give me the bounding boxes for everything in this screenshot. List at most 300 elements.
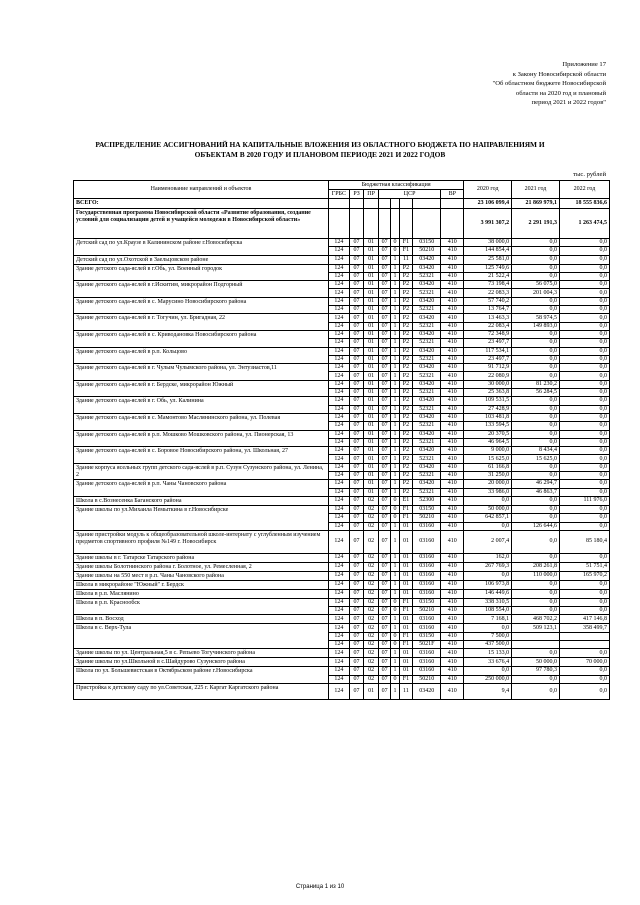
vr-cell: 410 <box>441 330 464 338</box>
amount-2020-cell: 9 000,0 <box>464 447 512 455</box>
rz-cell: 07 <box>349 562 364 571</box>
amount-2022-cell: 0,0 <box>559 297 609 305</box>
amount-2022-cell <box>559 640 609 648</box>
vr-cell: 410 <box>441 562 464 571</box>
csr-4-cell: 03160 <box>413 571 441 580</box>
pr-cell: 01 <box>364 422 379 430</box>
amount-2020-cell: 0,0 <box>464 496 512 505</box>
object-name: Здание школы по ул. Центральная,5 в с. Репьево Тогучинского района <box>74 649 329 658</box>
csr-1-cell: 07 <box>378 389 390 397</box>
csr-2-cell: 0 <box>391 247 399 255</box>
amount-2021-cell: 0,0 <box>512 683 560 699</box>
table-row <box>74 562 610 571</box>
pr-cell: 01 <box>364 272 379 280</box>
amount-2020-cell: 0,0 <box>464 522 512 530</box>
pr-cell: 02 <box>364 530 379 553</box>
amount-2021-cell: 0,0 <box>512 413 560 421</box>
csr-2-cell: 1 <box>391 347 399 355</box>
csr-4-cell: 52300 <box>413 496 441 505</box>
vr-cell: 410 <box>441 624 464 632</box>
csr-1-cell: 07 <box>378 347 390 355</box>
csr-2-cell: 1 <box>391 658 399 667</box>
csr-2-cell: 1 <box>391 624 399 632</box>
amount-2021-cell: 0,0 <box>512 422 560 430</box>
csr-4-cell: 03150 <box>413 632 441 640</box>
csr-2-cell: 1 <box>391 355 399 363</box>
csr-2-cell: 1 <box>391 649 399 658</box>
table-row <box>74 463 610 471</box>
csr-3-cell: F1 <box>399 632 413 640</box>
csr-1-cell: 07 <box>378 264 390 272</box>
csr-2-cell: 1 <box>391 530 399 553</box>
csr-1-cell: 07 <box>378 488 390 496</box>
grbs-cell: 124 <box>328 322 349 330</box>
units-label: тыс. рублей <box>573 171 606 178</box>
table-row <box>74 239 610 247</box>
object-name: Здание детского сада-яслей в г. Бердске, микрорайон Южный <box>74 380 329 397</box>
csr-2-cell: 0 <box>391 607 399 615</box>
pr-cell: 01 <box>364 347 379 355</box>
csr-1-cell: 07 <box>378 496 390 505</box>
object-name: Школа в с.Вознесенка Баганского района <box>74 496 329 505</box>
object-name: Здание детского сада-яслей в р.п. Мошково Мошковского района, ул. Пионерская, 13 <box>74 430 329 447</box>
vr-cell: 410 <box>441 649 464 658</box>
table-row <box>74 530 610 553</box>
csr-2-cell: 1 <box>391 447 399 455</box>
grbs-cell: 124 <box>328 306 349 314</box>
amount-2022-cell: 51 751,4 <box>559 562 609 571</box>
vr-cell: 410 <box>441 488 464 496</box>
amount-2020-cell: 103 481,8 <box>464 413 512 421</box>
grbs-cell: 124 <box>328 247 349 255</box>
amount-2020-cell: 22 083,4 <box>464 322 512 330</box>
csr-3-cell: P2 <box>399 438 413 446</box>
grbs-cell: 124 <box>328 380 349 388</box>
amount-2022-cell: 0,0 <box>559 339 609 347</box>
grbs-cell: 124 <box>328 438 349 446</box>
csr-2-cell: 1 <box>391 306 399 314</box>
amount-2022-cell: 358 499,7 <box>559 624 609 632</box>
amount-2022-cell: 0,0 <box>559 683 609 699</box>
vr-cell: 410 <box>441 667 464 675</box>
vr-cell: 410 <box>441 306 464 314</box>
grbs-cell: 124 <box>328 272 349 280</box>
csr-3-cell: P2 <box>399 264 413 272</box>
grbs-cell: 124 <box>328 649 349 658</box>
csr-3-cell: E1 <box>399 496 413 505</box>
grbs-cell: 124 <box>328 562 349 571</box>
amount-2021-cell: 0,0 <box>512 339 560 347</box>
csr-1-cell: 07 <box>378 649 390 658</box>
pr-cell: 01 <box>364 355 379 363</box>
grbs-cell: 124 <box>328 598 349 606</box>
amount-2022-cell: 417 146,8 <box>559 615 609 624</box>
vr-cell: 410 <box>441 289 464 297</box>
grbs-cell: 124 <box>328 607 349 615</box>
csr-4-cell: 03420 <box>413 413 441 421</box>
csr-3-cell: P2 <box>399 322 413 330</box>
grbs-cell: 124 <box>328 488 349 496</box>
program-2021: 2 291 191,3 <box>512 209 560 239</box>
vr-cell: 410 <box>441 598 464 606</box>
vr-cell: 410 <box>441 430 464 438</box>
csr-1-cell: 07 <box>378 530 390 553</box>
rz-cell: 07 <box>349 272 364 280</box>
pr-cell: 01 <box>364 247 379 255</box>
pr-cell: 02 <box>364 658 379 667</box>
csr-1-cell: 07 <box>378 505 390 513</box>
pr-cell: 02 <box>364 496 379 505</box>
rz-cell: 07 <box>349 667 364 675</box>
amount-2022-cell: 0,0 <box>559 380 609 388</box>
csr-2-cell: 1 <box>391 264 399 272</box>
rz-cell: 07 <box>349 430 364 438</box>
csr-4-cell: 03160 <box>413 649 441 658</box>
csr-3-cell: 01 <box>399 615 413 624</box>
amount-2021-cell: 0,0 <box>512 463 560 471</box>
vr-cell: 410 <box>441 640 464 648</box>
csr-3-cell: P2 <box>399 472 413 480</box>
total-2020: 23 106 099,4 <box>464 199 512 209</box>
amount-2021-cell: 0,0 <box>512 530 560 553</box>
table-row <box>74 380 610 388</box>
amount-2020-cell: 23 497,7 <box>464 339 512 347</box>
amount-2022-cell: 0,0 <box>559 281 609 289</box>
csr-2-cell: 1 <box>391 339 399 347</box>
csr-1-cell: 07 <box>378 422 390 430</box>
csr-4-cell: 03160 <box>413 589 441 598</box>
table-row <box>74 347 610 355</box>
grbs-cell: 124 <box>328 347 349 355</box>
csr-4-cell: 03420 <box>413 480 441 488</box>
grbs-cell: 124 <box>328 289 349 297</box>
pr-cell: 01 <box>364 364 379 372</box>
rz-cell: 07 <box>349 640 364 648</box>
rz-cell: 07 <box>349 289 364 297</box>
csr-1-cell: 07 <box>378 598 390 606</box>
pr-cell: 01 <box>364 463 379 471</box>
vr-cell: 410 <box>441 505 464 513</box>
amount-2020-cell: 91 712,9 <box>464 364 512 372</box>
amount-2020-cell: 642 857,1 <box>464 514 512 522</box>
amount-2022-cell: 0,0 <box>559 447 609 455</box>
object-name: Здание детского сада-яслей в р.п. Чаны Чановского района <box>74 480 329 497</box>
csr-1-cell: 07 <box>378 632 390 640</box>
csr-1-cell: 07 <box>378 255 390 264</box>
allocation-table <box>73 180 610 700</box>
grbs-cell: 124 <box>328 632 349 640</box>
amount-2021-cell: 0,0 <box>512 589 560 598</box>
rz-cell: 07 <box>349 632 364 640</box>
rz-cell: 07 <box>349 364 364 372</box>
object-name: Здание пристройки модуль к общеобразовательной школе-интернату с углубленным изучением предметов спортивного профиля №149 г. Новосибирск <box>74 530 329 553</box>
amount-2022-cell: 0,0 <box>559 430 609 438</box>
rz-cell: 07 <box>349 658 364 667</box>
header-name: Наименование направлений и объектов <box>74 181 329 199</box>
amount-2022-cell: 0,0 <box>559 455 609 463</box>
csr-3-cell: P2 <box>399 463 413 471</box>
rz-cell: 07 <box>349 607 364 615</box>
vr-cell: 410 <box>441 463 464 471</box>
amount-2022-cell: 0,0 <box>559 463 609 471</box>
csr-3-cell: 01 <box>399 624 413 632</box>
vr-cell: 410 <box>441 553 464 562</box>
amount-2020-cell: 7 168,1 <box>464 615 512 624</box>
rz-cell: 07 <box>349 571 364 580</box>
table-row <box>74 447 610 455</box>
csr-3-cell: F1 <box>399 239 413 247</box>
grbs-cell: 124 <box>328 640 349 648</box>
amount-2020-cell: 7 500,0 <box>464 632 512 640</box>
pr-cell: 02 <box>364 667 379 675</box>
csr-1-cell: 07 <box>378 683 390 699</box>
header-vr: ВР <box>441 190 464 199</box>
csr-2-cell: 1 <box>391 589 399 598</box>
rz-cell: 07 <box>349 683 364 699</box>
rz-cell: 07 <box>349 598 364 606</box>
table-row <box>74 413 610 421</box>
grbs-cell: 124 <box>328 422 349 430</box>
table-row <box>74 658 610 667</box>
table-row <box>74 553 610 562</box>
object-name: Школа в микрорайоне "Южный" г. Бердск <box>74 580 329 589</box>
csr-3-cell: P2 <box>399 339 413 347</box>
grbs-cell: 124 <box>328 364 349 372</box>
pr-cell: 01 <box>364 306 379 314</box>
amount-2022-cell: 0,0 <box>559 438 609 446</box>
csr-3-cell: P2 <box>399 272 413 280</box>
rz-cell: 07 <box>349 455 364 463</box>
amount-2021-cell: 56 075,0 <box>512 281 560 289</box>
rz-cell: 07 <box>349 447 364 455</box>
amount-2020-cell: 13 463,3 <box>464 314 512 322</box>
csr-1-cell: 07 <box>378 571 390 580</box>
vr-cell: 410 <box>441 632 464 640</box>
amount-2021-cell: 46 294,7 <box>512 480 560 488</box>
rz-cell: 07 <box>349 255 364 264</box>
amount-2021-cell: 0,0 <box>512 472 560 480</box>
vr-cell: 410 <box>441 438 464 446</box>
csr-3-cell: 11 <box>399 255 413 264</box>
table-row <box>74 264 610 272</box>
csr-1-cell: 07 <box>378 430 390 438</box>
appendix-line: период 2021 и 2022 годов" <box>531 99 606 107</box>
amount-2021-cell: 468 702,2 <box>512 615 560 624</box>
amount-2022-cell: 111 976,0 <box>559 496 609 505</box>
object-name: Детский сад по ул.Краузе в Калининском районе г.Новосибирска <box>74 239 329 256</box>
csr-3-cell: F1 <box>399 514 413 522</box>
amount-2022-cell: 0,0 <box>559 255 609 264</box>
grbs-cell: 124 <box>328 314 349 322</box>
csr-2-cell: 0 <box>391 239 399 247</box>
vr-cell: 410 <box>441 297 464 305</box>
csr-4-cell: 03150 <box>413 239 441 247</box>
table-row <box>74 364 610 372</box>
amount-2021-cell: 0,0 <box>512 306 560 314</box>
amount-2022-cell: 0,0 <box>559 364 609 372</box>
csr-2-cell: 0 <box>391 640 399 648</box>
amount-2021-cell: 0,0 <box>512 239 560 247</box>
vr-cell: 410 <box>441 255 464 264</box>
amount-2020-cell: 73 198,4 <box>464 281 512 289</box>
csr-4-cell: 50210 <box>413 607 441 615</box>
pr-cell: 01 <box>364 330 379 338</box>
pr-cell: 02 <box>364 598 379 606</box>
amount-2020-cell: 27 428,9 <box>464 405 512 413</box>
amount-2021-cell: 0,0 <box>512 297 560 305</box>
csr-1-cell: 07 <box>378 330 390 338</box>
grbs-cell: 124 <box>328 496 349 505</box>
amount-2020-cell: 22 083,3 <box>464 289 512 297</box>
csr-3-cell: P2 <box>399 314 413 322</box>
header-csr: ЦСР <box>378 190 440 199</box>
amount-2021-cell: 0,0 <box>512 405 560 413</box>
vr-cell: 410 <box>441 607 464 615</box>
amount-2020-cell: 0,0 <box>464 571 512 580</box>
pr-cell: 02 <box>364 675 379 683</box>
amount-2020-cell: 108 554,0 <box>464 607 512 615</box>
csr-4-cell: 03160 <box>413 580 441 589</box>
rz-cell: 07 <box>349 413 364 421</box>
table-row <box>74 624 610 632</box>
csr-4-cell: 03150 <box>413 505 441 513</box>
csr-2-cell: 1 <box>391 580 399 589</box>
csr-1-cell: 07 <box>378 380 390 388</box>
grbs-cell: 124 <box>328 463 349 471</box>
csr-2-cell: 1 <box>391 422 399 430</box>
object-name: Здание школы по ул.Школьной в с.Шайдурово Сузунского района <box>74 658 329 667</box>
amount-2021-cell: 0,0 <box>512 514 560 522</box>
grbs-cell: 124 <box>328 405 349 413</box>
vr-cell: 410 <box>441 472 464 480</box>
grbs-cell: 124 <box>328 480 349 488</box>
grbs-cell: 124 <box>328 683 349 699</box>
csr-1-cell: 07 <box>378 447 390 455</box>
table-row <box>74 496 610 505</box>
csr-4-cell: 03160 <box>413 624 441 632</box>
pr-cell: 01 <box>364 380 379 388</box>
vr-cell: 410 <box>441 339 464 347</box>
amount-2022-cell: 0,0 <box>559 649 609 658</box>
amount-2020-cell: 25 581,0 <box>464 255 512 264</box>
table-row <box>74 505 610 513</box>
rz-cell: 07 <box>349 589 364 598</box>
pr-cell: 01 <box>364 297 379 305</box>
amount-2020-cell: 31 250,0 <box>464 472 512 480</box>
amount-2021-cell: 0,0 <box>512 364 560 372</box>
rz-cell: 07 <box>349 488 364 496</box>
amount-2020-cell: 23 497,7 <box>464 355 512 363</box>
vr-cell: 410 <box>441 615 464 624</box>
amount-2022-cell: 0,0 <box>559 413 609 421</box>
amount-2021-cell: 81 230,2 <box>512 380 560 388</box>
grbs-cell: 124 <box>328 355 349 363</box>
table-row <box>74 430 610 438</box>
rz-cell: 07 <box>349 463 364 471</box>
pr-cell: 02 <box>364 553 379 562</box>
pr-cell: 02 <box>364 632 379 640</box>
amount-2022-cell: 0,0 <box>559 505 609 513</box>
vr-cell: 410 <box>441 675 464 683</box>
amount-2020-cell: 109 531,5 <box>464 397 512 405</box>
pr-cell: 01 <box>364 455 379 463</box>
csr-4-cell: 03150 <box>413 598 441 606</box>
csr-4-cell: 52321 <box>413 472 441 480</box>
csr-2-cell: 1 <box>391 372 399 380</box>
amount-2020-cell: 133 594,5 <box>464 422 512 430</box>
amount-2020-cell: 162,0 <box>464 553 512 562</box>
csr-4-cell: 03420 <box>413 683 441 699</box>
csr-4-cell: 52321 <box>413 488 441 496</box>
amount-2022-cell: 0,0 <box>559 347 609 355</box>
amount-2022-cell: 0,0 <box>559 589 609 598</box>
vr-cell: 410 <box>441 281 464 289</box>
amount-2020-cell: 21 522,4 <box>464 272 512 280</box>
csr-1-cell: 07 <box>378 405 390 413</box>
grbs-cell: 124 <box>328 624 349 632</box>
amount-2020-cell: 25 363,8 <box>464 389 512 397</box>
csr-4-cell: 03420 <box>413 264 441 272</box>
grbs-cell: 124 <box>328 339 349 347</box>
pr-cell: 01 <box>364 683 379 699</box>
csr-4-cell: 50210 <box>413 514 441 522</box>
csr-4-cell: 03420 <box>413 397 441 405</box>
csr-4-cell: 03420 <box>413 281 441 289</box>
csr-4-cell: 52321 <box>413 422 441 430</box>
vr-cell: 410 <box>441 455 464 463</box>
csr-3-cell: F1 <box>399 598 413 606</box>
amount-2020-cell: 30 000,0 <box>464 380 512 388</box>
amount-2022-cell: 0,0 <box>559 488 609 496</box>
amount-2022-cell: 0,0 <box>559 272 609 280</box>
amount-2021-cell: 0,0 <box>512 649 560 658</box>
csr-2-cell: 1 <box>391 281 399 289</box>
amount-2020-cell: 72 348,9 <box>464 330 512 338</box>
csr-2-cell: 1 <box>391 364 399 372</box>
amount-2021-cell: 0,0 <box>512 496 560 505</box>
csr-4-cell: 52321 <box>413 355 441 363</box>
csr-2-cell: 1 <box>391 562 399 571</box>
csr-1-cell: 07 <box>378 289 390 297</box>
csr-4-cell: 52321 <box>413 389 441 397</box>
rz-cell: 07 <box>349 339 364 347</box>
amount-2020-cell: 144 854,4 <box>464 247 512 255</box>
amount-2021-cell <box>512 640 560 648</box>
csr-3-cell: 01 <box>399 589 413 598</box>
csr-3-cell: P2 <box>399 330 413 338</box>
amount-2020-cell: 250 000,0 <box>464 675 512 683</box>
vr-cell: 410 <box>441 530 464 553</box>
rz-cell: 07 <box>349 480 364 488</box>
csr-1-cell: 07 <box>378 480 390 488</box>
csr-2-cell: 1 <box>391 667 399 675</box>
amount-2022-cell: 0,0 <box>559 389 609 397</box>
csr-1-cell: 07 <box>378 562 390 571</box>
rz-cell: 07 <box>349 553 364 562</box>
amount-2022-cell: 0,0 <box>559 247 609 255</box>
amount-2020-cell: 50 000,0 <box>464 505 512 513</box>
csr-2-cell: 1 <box>391 615 399 624</box>
csr-2-cell: 0 <box>391 632 399 640</box>
table-row <box>74 397 610 405</box>
csr-3-cell: P2 <box>399 289 413 297</box>
amount-2022-cell: 0,0 <box>559 330 609 338</box>
rz-cell: 07 <box>349 438 364 446</box>
pr-cell: 01 <box>364 389 379 397</box>
title-line: РАСПРЕДЕЛЕНИЕ АССИГНОВАНИЙ НА КАПИТАЛЬНЫЕ ВЛОЖЕНИЯ ИЗ ОБЛАСТНОГО БЮДЖЕТА ПО НАПРАВЛЕНИЯМ И <box>95 140 545 149</box>
pr-cell: 01 <box>364 322 379 330</box>
program-label: Государственная программа Новосибирской области «Развитие образования, создание условий для социализации детей и учащейся молодежи в Новосибирской области» <box>74 209 329 239</box>
